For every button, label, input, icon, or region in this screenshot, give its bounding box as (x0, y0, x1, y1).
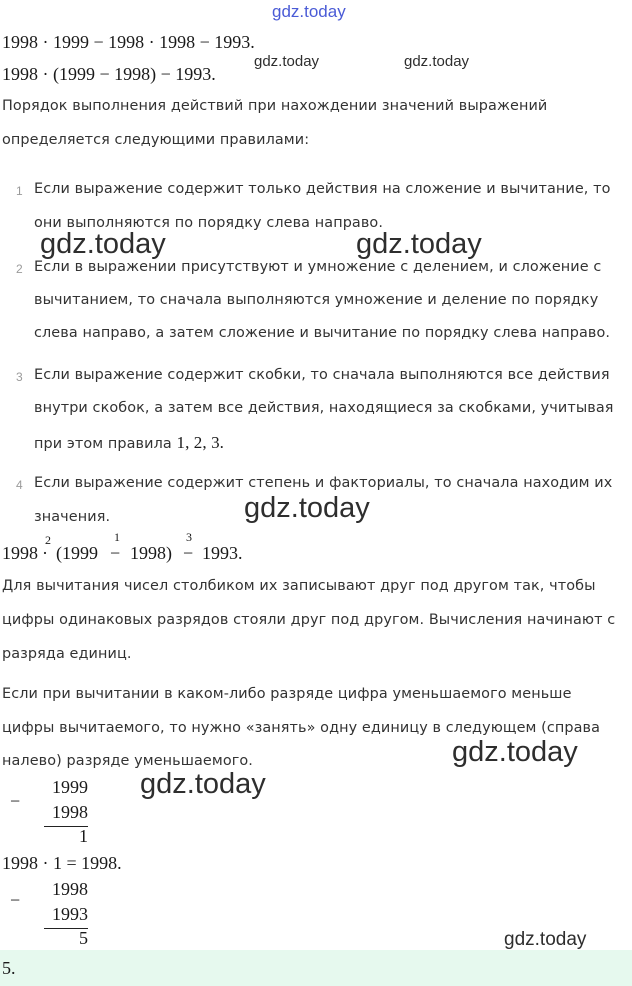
para2-line-1: Если при вычитании в каком-либо разряде цифра уменьшаемого меньше (2, 686, 572, 702)
watermark: gdz.today (40, 228, 166, 260)
rule-1-line-2: они выполняются по порядку слева направо. (34, 215, 384, 231)
watermark: gdz.today (272, 2, 346, 21)
watermark: gdz.today (254, 53, 320, 70)
expression-2: 1998 · (1999 − 1998) − 1993. (2, 64, 216, 84)
para1-line-3: разряда единиц. (2, 646, 132, 662)
operand: 1998 (2, 543, 38, 563)
expression-1: 1998 · 1999 − 1998 · 1998 − 1993. (2, 32, 255, 52)
rule-3-numbers: 1, 2, 3. (176, 433, 225, 452)
watermark: gdz.today (504, 929, 587, 950)
rule-3-line-1: Если выражение содержит скобки, то сначала выполняются все действия (34, 367, 610, 383)
list-number: 4 (16, 478, 23, 492)
step-number: 2 (45, 533, 51, 547)
operand: 1993. (202, 543, 243, 563)
rule-2-line-3: слева направо, а затем сложение и вычитание по порядку слева направо. (34, 325, 611, 341)
watermark: gdz.today (356, 228, 482, 260)
answer: 5. (2, 958, 16, 978)
intro-line-2: определяется следующими правилами: (2, 132, 310, 148)
minuend: 1999 (52, 777, 88, 797)
minuend: 1998 (52, 879, 88, 899)
rule-3-line-3 (34, 433, 224, 453)
difference: 1 (79, 826, 88, 846)
intro-line-1: Порядок выполнения действий при нахождении значений выражений (2, 98, 548, 114)
para1-line-2: цифры одинаковых разрядов стояли друг под другом. Вычисления начинают с (2, 612, 616, 628)
para1-line-1: Для вычитания чисел столбиком их записывают друг под другом так, чтобы (2, 578, 596, 594)
rule-2-line-1: Если в выражении присутствуют и умножение с делением, и сложение с (34, 259, 602, 275)
rule-2-line-2: вычитанием, то сначала выполняются умножение и деление по порядку (34, 292, 599, 308)
rule-4-line-1: Если выражение содержит степень и факториалы, то сначала находим их (34, 475, 613, 491)
subtrahend: 1993 (52, 904, 88, 924)
para2-line-3: налево) разряде уменьшаемого. (2, 753, 253, 769)
operand: (1999 (56, 543, 98, 563)
answer-bar (0, 950, 632, 986)
operand: 1998) (130, 543, 172, 563)
watermark: gdz.today (140, 768, 266, 800)
multiplication: 1998 · 1 = 1998. (2, 853, 122, 873)
subtrahend: 1998 (52, 802, 88, 822)
rule-4-line-2: значения. (34, 509, 111, 525)
step-number: 3 (186, 530, 192, 544)
watermark: gdz.today (244, 492, 370, 524)
rule-3-line-2: внутри скобок, а затем все действия, находящиеся за скобками, учитывая (34, 400, 614, 416)
minus-sign: − (10, 791, 21, 811)
watermark: gdz.today (452, 736, 578, 768)
watermark: gdz.today (404, 53, 470, 70)
minus-sign: − (10, 890, 21, 910)
rule-3-line-3-text: при этом правила (34, 436, 177, 452)
operator: − (183, 543, 194, 563)
operator: − (110, 543, 121, 563)
list-number: 2 (16, 262, 23, 276)
list-number: 1 (16, 184, 23, 198)
rule-1-line-1: Если выражение содержит только действия на сложение и вычитание, то (34, 181, 611, 197)
list-number: 3 (16, 370, 23, 384)
operator: · (42, 543, 48, 563)
difference: 5 (79, 928, 88, 948)
para2-line-2: цифры вычитаемого, то нужно «занять» одну единицу в следующем (справа (2, 720, 601, 736)
step-number: 1 (114, 530, 120, 544)
